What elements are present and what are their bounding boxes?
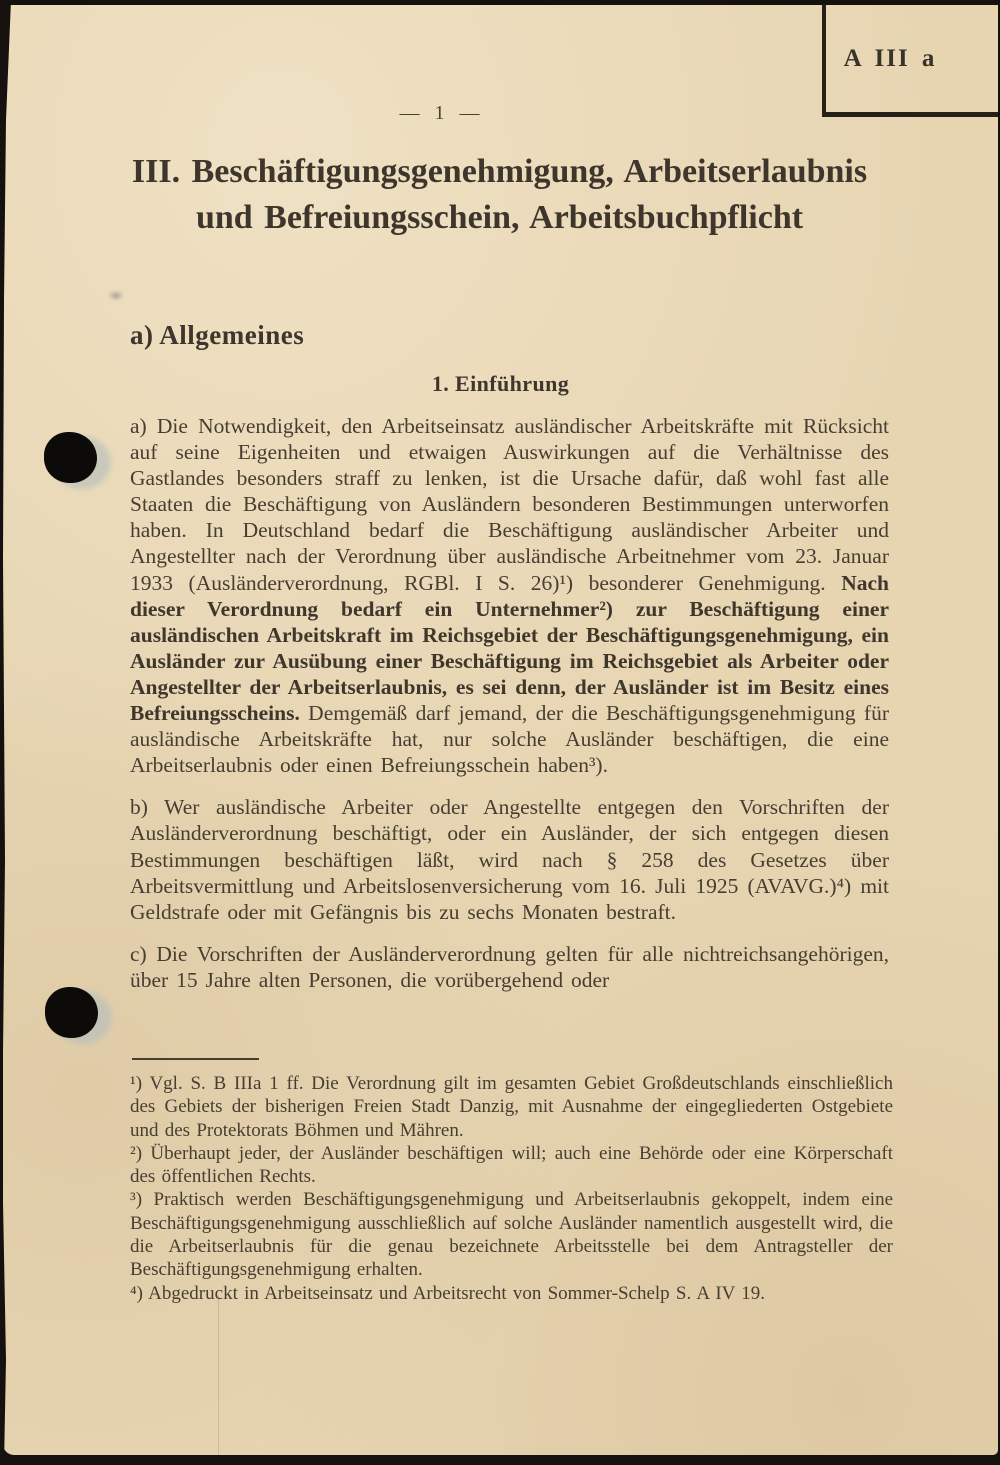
corner-label-box bbox=[822, 5, 998, 117]
paragraph-a bbox=[130, 413, 889, 778]
section-heading: a) Allgemeines bbox=[130, 320, 305, 350]
footnotes bbox=[130, 1072, 893, 1305]
paragraph-c: c) Die Vorschriften der Ausländerverordnung gelten für alle nichtreichsangehörigen, über 15 Jahre alten Personen, die vorübergehend oder bbox=[130, 941, 889, 992]
page-title-line-2: und Befreiungsschein, Arbeitsbuchpflicht bbox=[195, 199, 804, 236]
footnote-4: ⁴) Abgedruckt in Arbeitseinsatz und Arbeitsrecht von Sommer-Schelp S. A IV 19. bbox=[130, 1282, 766, 1304]
punch-hole-top-hole bbox=[44, 432, 97, 483]
paragraph-a-normal-1: a) Die Notwendigkeit, den Arbeitseinsatz ausländischer Arbeitskräfte mit Rücksicht auf seine Eigenheiten und etwaigen Auswirkungen auf die Verhältnisse des Gastlandes besonders straff zu lenken, ist die Ursache dafür, daß wohl fast alle Staaten die Beschäftigung von Ausländern besonderen Bestimmungen unterworfen haben. In Deutschland bedarf die Beschäftigung ausländischer Arbeiter und Angestellter nach der Verordnung über ausländische Arbeitnehmer vom 23. Januar 1933 (Ausländerverordnung, RGBl. I S. 26)¹) besonderer Genehmigung. bbox=[130, 414, 889, 595]
paper-crease bbox=[218, 1295, 219, 1455]
page-title-line-1: III. Beschäftigungsgenehmigung, Arbeitserlaubnis bbox=[131, 153, 868, 190]
footnote-separator bbox=[132, 1058, 259, 1060]
body-text bbox=[130, 413, 889, 993]
paragraph-a-bold: Nach dieser Verordnung bedarf ein Unternehmer²) zur Beschäftigung einer ausländischen Arbeitskraft im Reichsgebiet der Beschäftigungsgenehmigung, ein Ausländer zur Ausübung einer Beschäftigung im Reichsgebiet als Arbeiter oder Angestellter der Arbeitserlaubnis, es sei denn, der Ausländer ist im Besitz eines Befreiungsscheins. bbox=[130, 570, 889, 726]
document-page bbox=[3, 5, 998, 1455]
punch-hole-bottom-hole bbox=[45, 987, 98, 1038]
punch-hole-top bbox=[44, 432, 116, 494]
page-number: — 1 — bbox=[399, 102, 482, 124]
page-title bbox=[61, 149, 938, 241]
punch-hole-bottom bbox=[45, 987, 117, 1049]
paragraph-a-normal-2: Demgemäß darf jemand, der die Beschäftigungsgenehmigung für ausländische Arbeitskräfte hat, nur solche Ausländer beschäftigen, die eine Arbeitserlaubnis oder einen Befreiungsschein haben³). bbox=[130, 701, 889, 778]
paragraph-b: b) Wer ausländische Arbeiter oder Angestellte entgegen den Vorschriften der Ausländerverordnung beschäftigt, oder ein Ausländer, der sich entgegen diesen Bestimmungen beschäftigen läßt, wird nach § 258 des Gesetzes über Arbeitsvermittlung und Arbeitslosenversicherung vom 16. Juli 1925 (AVAVG.)⁴) mit Geldstrafe oder mit Gefängnis bis zu sechs Monaten bestraft. bbox=[130, 795, 889, 924]
footnote-1: ¹) Vgl. S. B IIIa 1 ff. Die Verordnung gilt im gesamten Gebiet Großdeutschlands einschließlich des Gebiets der bisherigen Freien Stadt Danzig, mit Ausnahme der eingegliederten Ostgebiete und des Protektorats Böhmen und Mähren. bbox=[130, 1073, 893, 1141]
subsection-heading: 1. Einführung bbox=[431, 371, 570, 396]
footnote-2: ²) Überhaupt jeder, der Ausländer beschäftigen will; auch eine Behörde oder eine Körperschaft des öffentlichen Rechts. bbox=[130, 1142, 893, 1188]
footnote-3: ³) Praktisch werden Beschäftigungsgenehmigung und Arbeitserlaubnis gekoppelt, indem eine Beschäftigungsgenehmigung ausschließlich auf solche Ausländer namentlich ausgestellt wird, die die Arbeitserlaubnis für die genau bezeichnete Arbeitsstelle bei dem Antragsteller der Beschäftigungsgenehmigung erhalten. bbox=[130, 1189, 893, 1281]
ink-smudge bbox=[108, 290, 124, 301]
corner-label: A III a bbox=[843, 44, 937, 72]
